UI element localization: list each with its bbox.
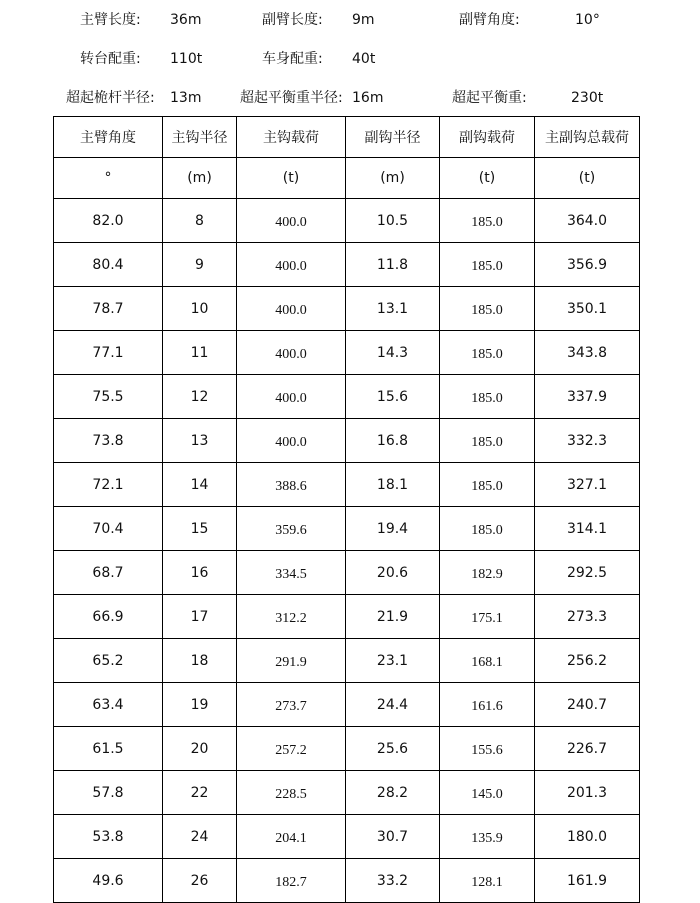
table-cell: 49.6 xyxy=(54,859,163,903)
main-boom-length-label: 主臂长度: xyxy=(80,12,141,28)
table-cell: 11 xyxy=(163,331,237,375)
table-cell: 65.2 xyxy=(54,639,163,683)
table-cell: 185.0 xyxy=(440,419,535,463)
table-cell: 75.5 xyxy=(54,375,163,419)
table-cell: 185.0 xyxy=(440,287,535,331)
table-cell: 185.0 xyxy=(440,507,535,551)
table-cell: 400.0 xyxy=(237,419,346,463)
table-row xyxy=(54,683,640,727)
table-cell: 15.6 xyxy=(346,375,440,419)
body-counterweight-value: 40t xyxy=(352,51,376,67)
table-cell: 185.0 xyxy=(440,243,535,287)
table-cell: 400.0 xyxy=(237,287,346,331)
table-row xyxy=(54,551,640,595)
superlift-mast-radius-label: 超起桅杆半径: xyxy=(66,90,155,106)
units-row xyxy=(54,158,640,199)
table-cell: 10 xyxy=(163,287,237,331)
table-cell: 18.1 xyxy=(346,463,440,507)
table-cell: 135.9 xyxy=(440,815,535,859)
turntable-counterweight-value: 110t xyxy=(170,51,203,67)
table-cell: 19.4 xyxy=(346,507,440,551)
table-cell: 61.5 xyxy=(54,727,163,771)
table-cell: 312.2 xyxy=(237,595,346,639)
superlift-counterweight-label: 超起平衡重: xyxy=(452,90,527,106)
table-cell: 26 xyxy=(163,859,237,903)
table-cell: 63.4 xyxy=(54,683,163,727)
table-row xyxy=(54,375,640,419)
table-cell: 226.7 xyxy=(535,727,640,771)
table-cell: 327.1 xyxy=(535,463,640,507)
table-cell: 25.6 xyxy=(346,727,440,771)
table-cell: 20 xyxy=(163,727,237,771)
table-cell: 168.1 xyxy=(440,639,535,683)
table-cell: 13 xyxy=(163,419,237,463)
header-cell: 主副钩总载荷 xyxy=(535,117,640,158)
table-cell: 70.4 xyxy=(54,507,163,551)
table-cell: 359.6 xyxy=(237,507,346,551)
table-cell: 228.5 xyxy=(237,771,346,815)
table-row xyxy=(54,243,640,287)
header-row xyxy=(54,117,640,158)
table-row xyxy=(54,199,640,243)
table-cell: 16 xyxy=(163,551,237,595)
table-row xyxy=(54,507,640,551)
header-cell: 副钩半径 xyxy=(346,117,440,158)
table-cell: 19 xyxy=(163,683,237,727)
table-cell: 343.8 xyxy=(535,331,640,375)
table-cell: 10.5 xyxy=(346,199,440,243)
table-cell: 72.1 xyxy=(54,463,163,507)
table-cell: 68.7 xyxy=(54,551,163,595)
table-cell: 273.7 xyxy=(237,683,346,727)
table-cell: 257.2 xyxy=(237,727,346,771)
table-cell: 57.8 xyxy=(54,771,163,815)
table-cell: 22 xyxy=(163,771,237,815)
table-cell: 400.0 xyxy=(237,199,346,243)
table-cell: 12 xyxy=(163,375,237,419)
superlift-mast-radius-value: 13m xyxy=(170,90,202,106)
unit-cell: (t) xyxy=(440,158,535,199)
table-cell: 11.8 xyxy=(346,243,440,287)
body-counterweight-label: 车身配重: xyxy=(262,51,323,67)
table-cell: 15 xyxy=(163,507,237,551)
table-row xyxy=(54,771,640,815)
superlift-counterweight-radius-value: 16m xyxy=(352,90,384,106)
table-cell: 273.3 xyxy=(535,595,640,639)
unit-cell: (t) xyxy=(237,158,346,199)
table-cell: 356.9 xyxy=(535,243,640,287)
table-cell: 291.9 xyxy=(237,639,346,683)
table-cell: 53.8 xyxy=(54,815,163,859)
table-row xyxy=(54,639,640,683)
table-cell: 77.1 xyxy=(54,331,163,375)
table-cell: 33.2 xyxy=(346,859,440,903)
table-cell: 9 xyxy=(163,243,237,287)
superlift-counterweight-radius-label: 超起平衡重半径: xyxy=(240,90,343,106)
superlift-counterweight-value: 230t xyxy=(571,90,604,106)
table-cell: 185.0 xyxy=(440,199,535,243)
aux-boom-length-label: 副臂长度: xyxy=(262,12,323,28)
table-cell: 14 xyxy=(163,463,237,507)
unit-cell: (t) xyxy=(535,158,640,199)
table-cell: 334.5 xyxy=(237,551,346,595)
aux-boom-angle-value: 10° xyxy=(575,12,600,28)
header-cell: 主臂角度 xyxy=(54,117,163,158)
table-cell: 18 xyxy=(163,639,237,683)
unit-cell: (m) xyxy=(163,158,237,199)
table-cell: 337.9 xyxy=(535,375,640,419)
table-cell: 155.6 xyxy=(440,727,535,771)
aux-boom-length-value: 9m xyxy=(352,12,375,28)
header-cell: 副钩载荷 xyxy=(440,117,535,158)
table-cell: 185.0 xyxy=(440,375,535,419)
table-cell: 201.3 xyxy=(535,771,640,815)
main-boom-length-value: 36m xyxy=(170,12,202,28)
table-cell: 185.0 xyxy=(440,331,535,375)
table-cell: 13.1 xyxy=(346,287,440,331)
table-cell: 180.0 xyxy=(535,815,640,859)
table-cell: 16.8 xyxy=(346,419,440,463)
table-row xyxy=(54,727,640,771)
table-cell: 28.2 xyxy=(346,771,440,815)
table-cell: 185.0 xyxy=(440,463,535,507)
table-cell: 8 xyxy=(163,199,237,243)
table-cell: 14.3 xyxy=(346,331,440,375)
aux-boom-angle-label: 副臂角度: xyxy=(459,12,520,28)
table-cell: 240.7 xyxy=(535,683,640,727)
header-cell: 主钩半径 xyxy=(163,117,237,158)
table-cell: 400.0 xyxy=(237,243,346,287)
table-cell: 388.6 xyxy=(237,463,346,507)
table-cell: 24 xyxy=(163,815,237,859)
table-cell: 182.7 xyxy=(237,859,346,903)
table-cell: 161.9 xyxy=(535,859,640,903)
table-cell: 82.0 xyxy=(54,199,163,243)
table-cell: 314.1 xyxy=(535,507,640,551)
table-row xyxy=(54,287,640,331)
table-cell: 204.1 xyxy=(237,815,346,859)
table-cell: 24.4 xyxy=(346,683,440,727)
turntable-counterweight-label: 转台配重: xyxy=(80,51,141,67)
table-cell: 23.1 xyxy=(346,639,440,683)
table-cell: 145.0 xyxy=(440,771,535,815)
table-cell: 30.7 xyxy=(346,815,440,859)
table-cell: 182.9 xyxy=(440,551,535,595)
table-cell: 78.7 xyxy=(54,287,163,331)
table-cell: 17 xyxy=(163,595,237,639)
table-cell: 80.4 xyxy=(54,243,163,287)
table-row xyxy=(54,463,640,507)
table-cell: 256.2 xyxy=(535,639,640,683)
unit-cell: (m) xyxy=(346,158,440,199)
table-cell: 364.0 xyxy=(535,199,640,243)
table-cell: 292.5 xyxy=(535,551,640,595)
table-row xyxy=(54,859,640,903)
table-cell: 175.1 xyxy=(440,595,535,639)
table-cell: 20.6 xyxy=(346,551,440,595)
table-row xyxy=(54,419,640,463)
header-cell: 主钩载荷 xyxy=(237,117,346,158)
table-cell: 400.0 xyxy=(237,375,346,419)
table-cell: 161.6 xyxy=(440,683,535,727)
table-cell: 332.3 xyxy=(535,419,640,463)
table-cell: 128.1 xyxy=(440,859,535,903)
table-cell: 400.0 xyxy=(237,331,346,375)
table-cell: 21.9 xyxy=(346,595,440,639)
table-cell: 73.8 xyxy=(54,419,163,463)
table-row xyxy=(54,595,640,639)
table-row xyxy=(54,815,640,859)
load-chart-table xyxy=(53,116,640,903)
table-row xyxy=(54,331,640,375)
table-cell: 350.1 xyxy=(535,287,640,331)
table-cell: 66.9 xyxy=(54,595,163,639)
unit-cell: ° xyxy=(54,158,163,199)
